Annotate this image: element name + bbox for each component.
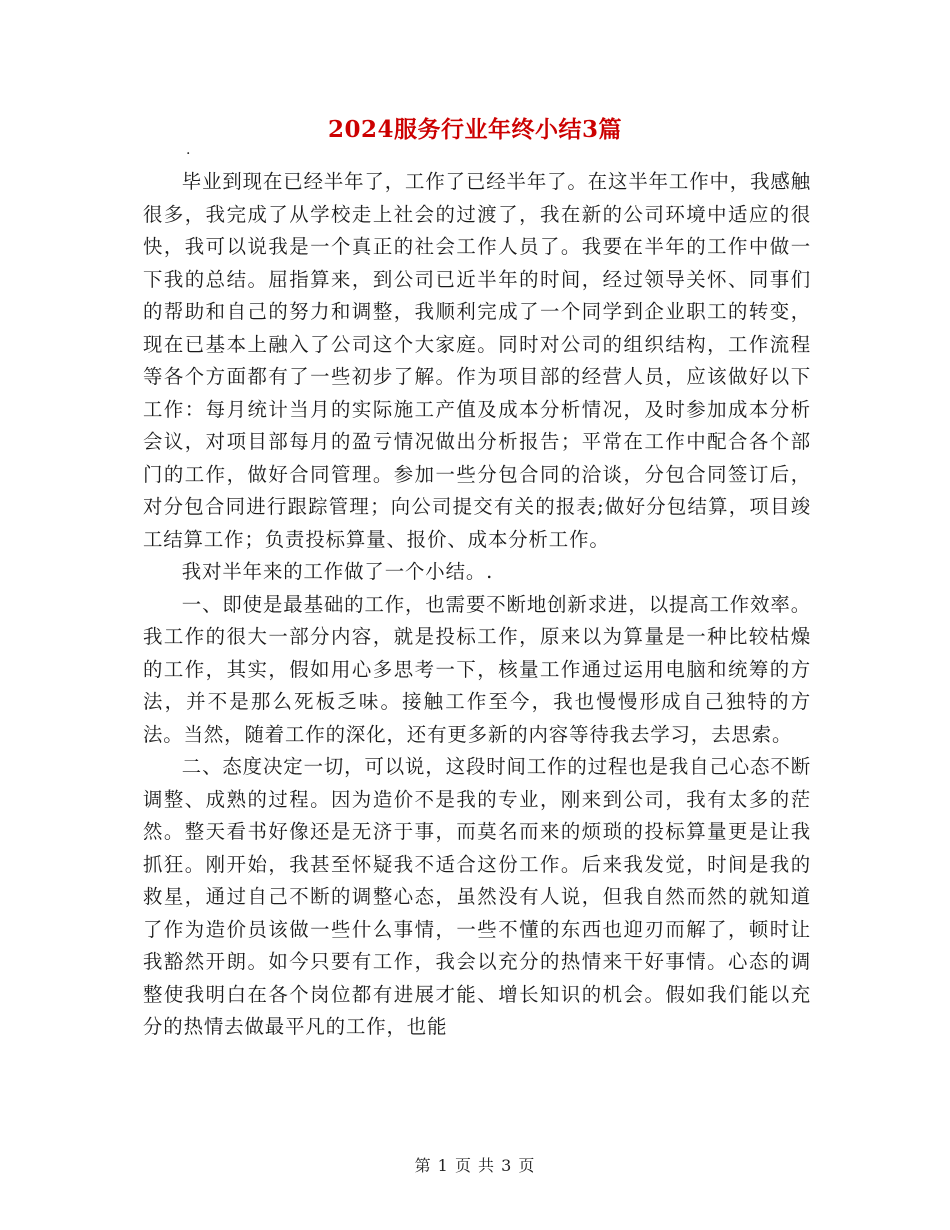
document-body	[143, 166, 811, 1044]
paragraph: 一、即使是最基础的工作，也需要不断地创新求进，以提高工作效率。我工作的很大一部分内容，就是投标工作，原来以为算量是一种比较枯燥的工作，其实，假如用心多思考一下，核量工作通过运用电脑和统筹的方法，并不是那么死板乏味。接触工作至今，我也慢慢形成自己独特的方法。当然，随着工作的深化，还有更多新的内容等待我去学习，去思索。	[143, 592, 811, 746]
paragraph: 我对半年来的工作做了一个小结。.	[181, 560, 494, 583]
stray-dot: .	[186, 142, 191, 158]
document-title: 2024服务行业年终小结3篇	[327, 116, 623, 143]
paragraph: 毕业到现在已经半年了，工作了已经半年了。在这半年工作中，我感触很多，我完成了从学校走上社会的过渡了，我在新的公司环境中适应的很快，我可以说我是一个真正的社会工作人员了。我要在半年的工作中做一下我的总结。屈指算来，到公司已近半年的时间，经过领导关怀、同事们的帮助和自己的努力和调整，我顺利完成了一个同学到企业职工的转变，现在已基本上融入了公司这个大家庭。同时对公司的组织结构，工作流程等各个方面都有了一些初步了解。作为项目部的经营人员，应该做好以下工作：每月统计当月的实际施工产值及成本分析情况，及时参加成本分析会议，对项目部每月的盈亏情况做出分析报告；平常在工作中配合各个部门的工作，做好合同管理。参加一些分包合同的洽谈，分包合同签订后，对分包合同进行跟踪管理；向公司提交有关的报表;做好分包结算，项目竣工结算工作；负责投标算量、报价、成本分析工作。	[143, 170, 811, 551]
page-footer: 第 1 页 共 3 页	[414, 1156, 536, 1175]
paragraph: 二、态度决定一切，可以说，这段时间工作的过程也是我自己心态不断调整、成熟的过程。因为造价不是我的专业，刚来到公司，我有太多的茫然。整天看书好像还是无济于事，而莫名而来的烦琐的投标算量更是让我抓狂。刚开始，我甚至怀疑我不适合这份工作。后来我发觉，时间是我的救星，通过自己不断的调整心态，虽然没有人说，但我自然而然的就知道了作为造价员该做一些什么事情，一些不懂的东西也迎刃而解了，顿时让我豁然开朗。如今只要有工作，我会以充分的热情来干好事情。心态的调整使我明白在各个岗位都有进展才能、增长知识的机会。假如我们能以充分的热情去做最平凡的工作，也能	[143, 755, 811, 1038]
